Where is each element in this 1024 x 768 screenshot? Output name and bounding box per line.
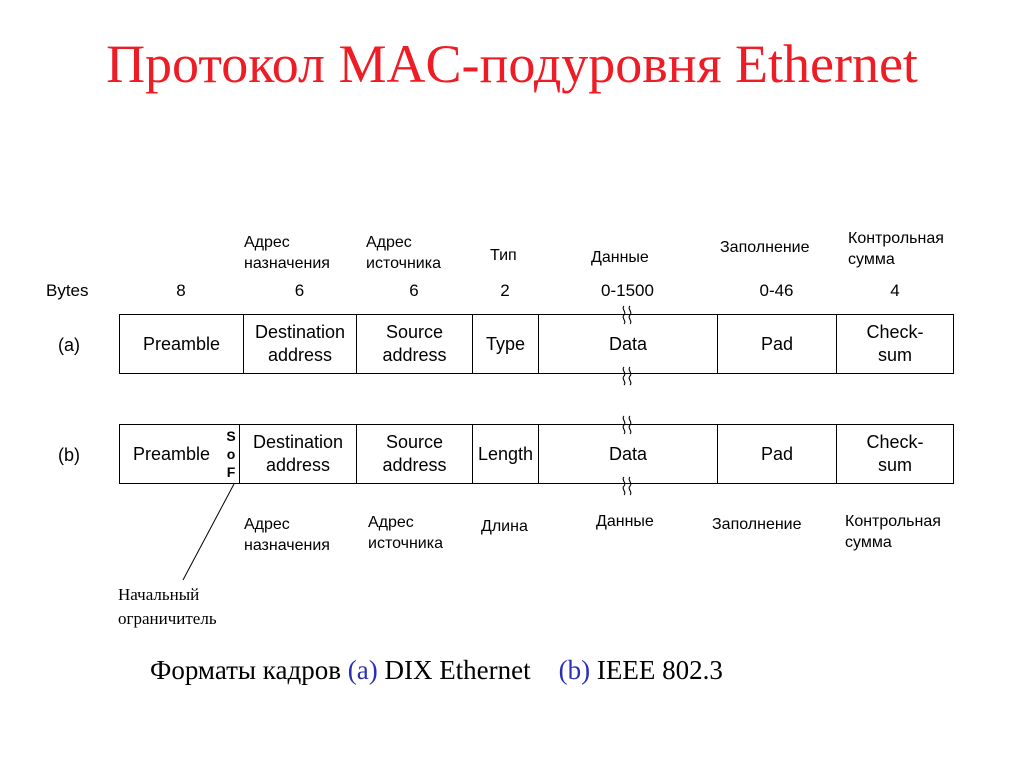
frame-b-label: (b) xyxy=(58,445,80,465)
top-annotation-type: Тип xyxy=(490,247,517,264)
sof-callout-text: Начальный ограничитель xyxy=(118,585,217,628)
caption-b-marker: (b) xyxy=(558,655,591,685)
break-mark-b-top xyxy=(623,416,631,434)
frame-b-preamble-text: Preamble xyxy=(132,443,211,464)
bytes-src: 6 xyxy=(409,281,419,300)
top-annotation-src: Адрес источника xyxy=(366,234,441,272)
top-annotation-data: Данные xyxy=(591,249,649,266)
frame-b-length-text: Length xyxy=(477,443,534,464)
bytes-checksum: 4 xyxy=(890,281,900,300)
figure-caption xyxy=(150,652,723,688)
bytes-pad: 0-46 xyxy=(759,281,794,300)
frame-a-data-text: Data xyxy=(608,333,648,354)
bytes-type: 2 xyxy=(500,281,510,300)
frame-a-label: (a) xyxy=(58,335,80,355)
frame-a-checksum-text: Check- sum xyxy=(866,322,924,365)
break-marks xyxy=(623,306,631,495)
bottom-annotation-data: Данные xyxy=(596,513,654,530)
caption-a-text: DIX Ethernet xyxy=(377,655,531,685)
frame-b-data-text: Data xyxy=(608,443,648,464)
top-annotation-checksum: Контрольная сумма xyxy=(848,230,944,268)
top-annotation-pad: Заполнение xyxy=(720,239,810,256)
frame-b-src-text: Source address xyxy=(382,432,447,475)
sof-letter-f: F xyxy=(226,464,236,480)
bytes-data: 0-1500 xyxy=(601,281,654,300)
caption-prefix: Форматы кадров xyxy=(150,655,348,685)
caption-b-text: IEEE 802.3 xyxy=(590,655,723,685)
break-mark-b-bottom xyxy=(623,477,631,495)
bytes-preamble: 8 xyxy=(176,281,186,300)
frame-a-type-text: Type xyxy=(485,333,526,354)
bottom-annotation-dest: Адрес назначения xyxy=(244,516,330,554)
frame-a-preamble-text: Preamble xyxy=(142,333,221,354)
sof-letter-s: S xyxy=(226,428,236,444)
frame-b-checksum-text: Check- sum xyxy=(866,432,924,475)
sof-letter-o: o xyxy=(226,446,236,462)
bytes-label: Bytes xyxy=(46,281,89,300)
frame-b-dest-text: Destination address xyxy=(252,432,344,475)
caption-a-marker: (a) xyxy=(347,655,378,685)
bytes-dest: 6 xyxy=(294,281,305,300)
frame-a-dest-text: Destination address xyxy=(254,322,346,365)
bottom-annotation-length: Длина xyxy=(481,518,528,535)
bottom-annotation-pad: Заполнение xyxy=(712,516,802,533)
bottom-annotation-src: Адрес источника xyxy=(368,514,443,552)
frame-a-pad-text: Pad xyxy=(760,333,794,354)
frame-a-src-text: Source address xyxy=(382,322,447,365)
page-title: Протокол MAC-подуровня Ethernet xyxy=(106,34,918,94)
frame-b-pad-text: Pad xyxy=(760,443,794,464)
break-mark-a-bottom xyxy=(623,367,631,385)
top-annotation-dest: Адрес назначения xyxy=(244,234,330,272)
bottom-annotation-checksum: Контрольная сумма xyxy=(845,513,941,551)
sof-callout-line xyxy=(183,484,234,580)
break-mark-a-top xyxy=(623,306,631,324)
